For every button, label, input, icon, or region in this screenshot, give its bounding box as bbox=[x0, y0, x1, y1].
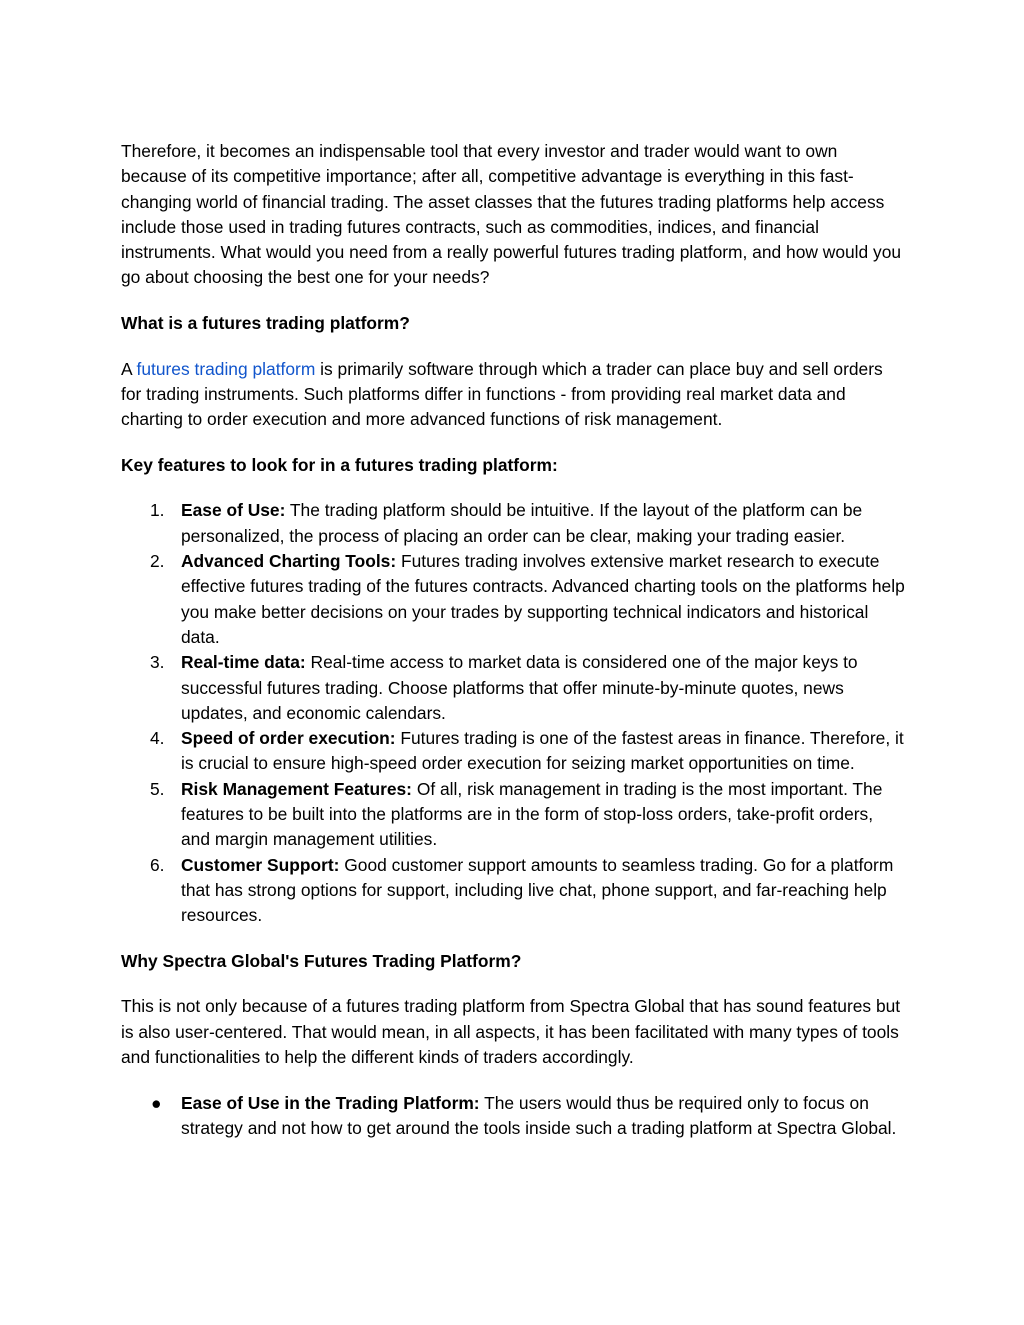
section-heading-what-is: What is a futures trading platform? bbox=[121, 313, 410, 334]
key-features-list bbox=[121, 498, 906, 928]
intro-paragraph: Therefore, it becomes an indispensable tool that every investor and trader would want to own because of its competitive importance; after all, competitive advantage is everything in this fast-changing world of financial trading. The asset classes that the futures trading platforms help access include those used in trading futures contracts, such as commodities, indices, and financial instruments. What would you need from a really powerful futures trading platform, and how would you go about choosing the best one for your needs? bbox=[121, 141, 902, 288]
feature-term: Customer Support: bbox=[181, 854, 340, 875]
list-item bbox=[121, 1091, 906, 1142]
feature-text: The users would thus be required only to focus on strategy and not how to get around the tools inside such a trading platform at Spectra Global. bbox=[181, 1092, 897, 1138]
feature-term: Ease of Use: bbox=[181, 500, 286, 521]
list-number: 6. bbox=[150, 854, 165, 875]
list-number: 2. bbox=[150, 551, 165, 572]
list-number: 1. bbox=[150, 500, 165, 521]
futures-trading-platform-link[interactable]: futures trading platform bbox=[136, 358, 316, 379]
feature-text: The trading platform should be intuitive. If the layout of the platform can be personalized, the process of placing an order can be clear, making your trading easier. bbox=[181, 500, 863, 546]
feature-text: Good customer support amounts to seamless trading. Go for a platform that has strong options for support, including live chat, phone support, and far-reaching help resources. bbox=[181, 854, 894, 926]
feature-term: Speed of order execution: bbox=[181, 728, 396, 749]
spectra-paragraph: This is not only because of a futures trading platform from Spectra Global that has sound features but is also user-centered. That would mean, in all aspects, it has been facilitated with many types of tools and functionalities to help the different kinds of traders accordingly. bbox=[121, 996, 901, 1067]
list-item bbox=[121, 777, 906, 853]
list-item bbox=[121, 498, 906, 549]
list-number: 4. bbox=[150, 728, 165, 749]
feature-term: Advanced Charting Tools: bbox=[181, 551, 397, 572]
feature-term: Risk Management Features: bbox=[181, 778, 412, 799]
feature-text: Futures trading involves extensive market research to execute effective futures trading of the futures contracts. Advanced charting tools on the platforms help you make better decisions on your trades by supporting technical indicators and historical data. bbox=[181, 551, 905, 647]
spectra-bullet-list bbox=[121, 1091, 906, 1142]
list-number: 3. bbox=[150, 652, 165, 673]
list-item bbox=[121, 549, 906, 650]
feature-text: Of all, risk management in trading is the most important. The features to be built into the platforms are in the form of stop-loss orders, take-profit orders, and margin management utilities. bbox=[181, 778, 883, 850]
section-heading-why-spectra: Why Spectra Global's Futures Trading Platform? bbox=[121, 950, 522, 971]
section-heading-key-features: Key features to look for in a futures trading platform: bbox=[121, 454, 558, 475]
list-number: 5. bbox=[150, 778, 165, 799]
document-page bbox=[121, 139, 906, 1161]
bullet-icon: ● bbox=[151, 1092, 162, 1113]
definition-prefix: A bbox=[121, 358, 137, 379]
definition-body: is primarily software through which a trader can place buy and sell orders for trading instruments. Such platforms differ in functions - from providing real market data and charting to order execution and more advanced functions of risk management. bbox=[121, 358, 883, 430]
list-item bbox=[121, 853, 906, 929]
feature-term: Real-time data: bbox=[181, 652, 306, 673]
definition-paragraph bbox=[121, 357, 906, 433]
feature-text: Futures trading is one of the fastest areas in finance. Therefore, it is crucial to ensure high-speed order execution for seizing market opportunities on time. bbox=[181, 728, 904, 774]
list-item bbox=[121, 650, 906, 726]
feature-term: Ease of Use in the Trading Platform: bbox=[181, 1092, 480, 1113]
feature-text: Real-time access to market data is considered one of the major keys to successful futures trading. Choose platforms that offer minute-by-minute quotes, news updates, and economic calendars. bbox=[181, 652, 858, 723]
list-item bbox=[121, 726, 906, 777]
